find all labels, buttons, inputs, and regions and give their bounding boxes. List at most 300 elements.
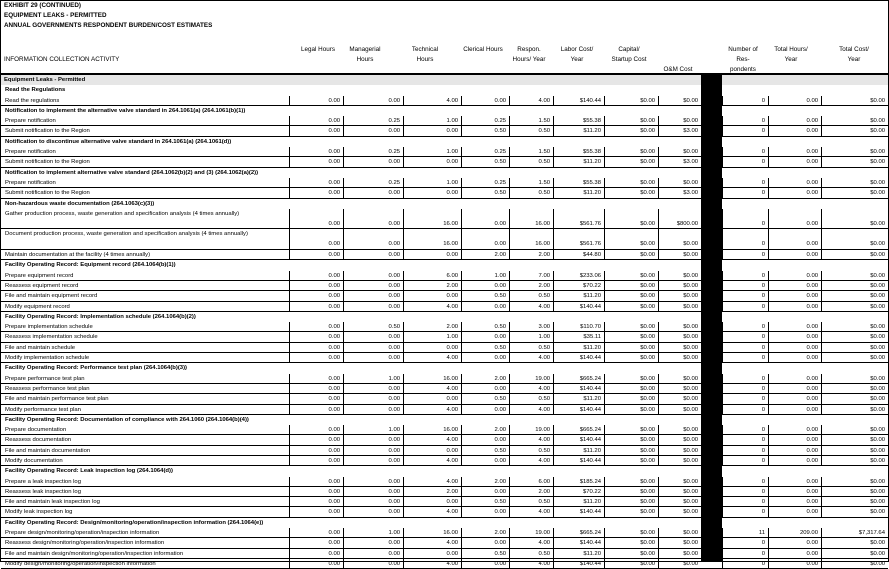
cell-total-cost: $0.00 bbox=[821, 322, 888, 331]
cell-respon: 0.50 bbox=[509, 188, 553, 197]
cell-technical: 2.00 bbox=[403, 281, 461, 290]
col-capital: Capital/ Startup Cost bbox=[611, 46, 647, 63]
cell-total-hours: 0.00 bbox=[768, 435, 821, 444]
cell-respon: 16.00 bbox=[509, 229, 553, 249]
cell-om: $0.00 bbox=[658, 477, 701, 486]
table-row bbox=[1, 343, 888, 353]
cell-total-hours: 0.00 bbox=[768, 549, 821, 558]
table-row bbox=[1, 116, 888, 126]
cell-technical: 4.00 bbox=[403, 405, 461, 414]
cell-respon: 4.00 bbox=[509, 405, 553, 414]
cell-clerical: 0.00 bbox=[461, 487, 509, 496]
cell-respon: 4.00 bbox=[509, 538, 553, 547]
cell-legal: 0.00 bbox=[289, 116, 343, 125]
row-label: Prepare equipment record bbox=[5, 272, 74, 279]
cell-om: $800.00 bbox=[658, 209, 701, 229]
cell-labor: $185.24 bbox=[553, 477, 604, 486]
table-row bbox=[1, 549, 888, 559]
exhibit-subtitle: EQUIPMENT LEAKS - PERMITTED bbox=[4, 12, 107, 19]
cell-technical: 0.00 bbox=[403, 157, 461, 166]
group-header-row bbox=[1, 260, 888, 270]
cell-total-cost: $0.00 bbox=[821, 209, 888, 229]
cell-total-cost: $0.00 bbox=[821, 538, 888, 547]
cell-om: $0.00 bbox=[658, 394, 701, 403]
cell-total-hours: 0.00 bbox=[768, 343, 821, 352]
cell-technical: 4.00 bbox=[403, 302, 461, 311]
table-row bbox=[1, 281, 888, 291]
cell-total-hours: 0.00 bbox=[768, 178, 821, 187]
cell-om: $0.00 bbox=[658, 322, 701, 331]
col-om: O&M Cost bbox=[663, 66, 693, 73]
cell-respondents: 0 bbox=[722, 281, 768, 290]
cell-respondents: 0 bbox=[722, 538, 768, 547]
cell-capital: $0.00 bbox=[604, 507, 658, 516]
cell-om: $0.00 bbox=[658, 487, 701, 496]
row-label: Prepare a leak inspection log bbox=[5, 478, 81, 485]
cell-clerical: 0.00 bbox=[461, 435, 509, 444]
cell-capital: $0.00 bbox=[604, 384, 658, 393]
cell-respon: 0.50 bbox=[509, 343, 553, 352]
row-label: Facility Operating Record: Design/monitoring/operation/inspection information (264.1064(e)) bbox=[5, 519, 264, 526]
cell-managerial: 0.00 bbox=[343, 332, 403, 341]
cell-capital: $0.00 bbox=[604, 394, 658, 403]
cell-legal: 0.00 bbox=[289, 250, 343, 259]
cell-labor: $140.44 bbox=[553, 405, 604, 414]
table-row bbox=[1, 178, 888, 188]
cell-clerical: 0.00 bbox=[461, 456, 509, 465]
cell-clerical: 1.00 bbox=[461, 271, 509, 280]
cell-technical: 0.00 bbox=[403, 291, 461, 300]
cell-clerical: 0.00 bbox=[461, 538, 509, 547]
cell-total-hours: 209.00 bbox=[768, 528, 821, 537]
row-label: Facility Operating Record: Performance test plan (264.1064(b)(3)) bbox=[5, 365, 188, 372]
cell-om: $0.00 bbox=[658, 271, 701, 280]
cell-legal: 0.00 bbox=[289, 477, 343, 486]
cell-total-cost: $0.00 bbox=[821, 343, 888, 352]
cell-respon: 19.00 bbox=[509, 425, 553, 434]
cell-om: $0.00 bbox=[658, 456, 701, 465]
cell-legal: 0.00 bbox=[289, 528, 343, 537]
cell-total-cost: $0.00 bbox=[821, 271, 888, 280]
row-label: Submit notification to the Region bbox=[5, 159, 90, 166]
cell-technical: 0.00 bbox=[403, 126, 461, 135]
cell-technical: 0.00 bbox=[403, 250, 461, 259]
cell-technical: 16.00 bbox=[403, 229, 461, 249]
cell-capital: $0.00 bbox=[604, 425, 658, 434]
cell-managerial: 0.00 bbox=[343, 157, 403, 166]
cell-legal: 0.00 bbox=[289, 332, 343, 341]
cell-total-cost: $0.00 bbox=[821, 332, 888, 341]
cell-legal: 0.00 bbox=[289, 487, 343, 496]
row-label: Modify performance test plan bbox=[5, 406, 81, 413]
cell-managerial: 0.00 bbox=[343, 456, 403, 465]
cell-technical: 4.00 bbox=[403, 435, 461, 444]
cell-respondents: 0 bbox=[722, 291, 768, 300]
cell-respondents: 0 bbox=[722, 322, 768, 331]
cell-legal: 0.00 bbox=[289, 271, 343, 280]
cell-respondents: 0 bbox=[722, 250, 768, 259]
cell-om: $0.00 bbox=[658, 507, 701, 516]
cell-total-hours: 0.00 bbox=[768, 374, 821, 383]
cell-total-hours: 0.00 bbox=[768, 188, 821, 197]
cell-capital: $0.00 bbox=[604, 96, 658, 105]
cell-managerial: 0.00 bbox=[343, 559, 403, 568]
cell-total-cost: $0.00 bbox=[821, 374, 888, 383]
table-row bbox=[1, 446, 888, 456]
cell-labor: $11.20 bbox=[553, 446, 604, 455]
cell-legal: 0.00 bbox=[289, 384, 343, 393]
cell-respon: 0.50 bbox=[509, 497, 553, 506]
cell-respon: 4.00 bbox=[509, 456, 553, 465]
cell-om: $0.00 bbox=[658, 116, 701, 125]
col-respon: Respon. Hours/ Year bbox=[512, 46, 546, 63]
row-label: Reassess implementation schedule bbox=[5, 334, 98, 341]
row-label: Reassess documentation bbox=[5, 437, 72, 444]
cell-respon: 4.00 bbox=[509, 507, 553, 516]
cell-technical: 4.00 bbox=[403, 477, 461, 486]
cell-technical: 1.00 bbox=[403, 178, 461, 187]
cell-labor: $70.22 bbox=[553, 487, 604, 496]
cell-respon: 0.50 bbox=[509, 126, 553, 135]
cell-legal: 0.00 bbox=[289, 157, 343, 166]
row-label: File and maintain leak inspection log bbox=[5, 499, 100, 506]
burden-table bbox=[1, 75, 888, 569]
cell-om: $0.00 bbox=[658, 291, 701, 300]
cell-technical: 0.00 bbox=[403, 549, 461, 558]
cell-labor: $140.44 bbox=[553, 353, 604, 362]
cell-legal: 0.00 bbox=[289, 435, 343, 444]
cell-labor: $55.38 bbox=[553, 116, 604, 125]
cell-labor: $140.44 bbox=[553, 302, 604, 311]
cell-respon: 4.00 bbox=[509, 96, 553, 105]
cell-managerial: 0.00 bbox=[343, 446, 403, 455]
cell-respondents: 0 bbox=[722, 343, 768, 352]
cell-capital: $0.00 bbox=[604, 559, 658, 568]
cell-legal: 0.00 bbox=[289, 302, 343, 311]
cell-clerical: 2.00 bbox=[461, 425, 509, 434]
cell-clerical: 0.00 bbox=[461, 229, 509, 249]
cell-managerial: 0.50 bbox=[343, 322, 403, 331]
row-label: Prepare notification bbox=[5, 179, 56, 186]
col-managerial: Managerial Hours bbox=[349, 46, 381, 63]
cell-total-cost: $0.00 bbox=[821, 291, 888, 300]
cell-managerial: 0.00 bbox=[343, 487, 403, 496]
group-header-row bbox=[1, 466, 888, 476]
cell-managerial: 0.00 bbox=[343, 188, 403, 197]
cell-legal: 0.00 bbox=[289, 188, 343, 197]
cell-legal: 0.00 bbox=[289, 147, 343, 156]
cell-managerial: 0.00 bbox=[343, 384, 403, 393]
cell-legal: 0.00 bbox=[289, 281, 343, 290]
cell-managerial: 0.00 bbox=[343, 281, 403, 290]
cell-respon: 2.00 bbox=[509, 487, 553, 496]
cell-clerical: 0.00 bbox=[461, 302, 509, 311]
cell-labor: $140.44 bbox=[553, 384, 604, 393]
cell-clerical: 0.50 bbox=[461, 322, 509, 331]
group-header-row bbox=[1, 168, 888, 178]
cell-respon: 4.00 bbox=[509, 559, 553, 568]
table-row bbox=[1, 271, 888, 281]
row-label: File and maintain documentation bbox=[5, 447, 91, 454]
cell-total-cost: $0.00 bbox=[821, 497, 888, 506]
cell-legal: 0.00 bbox=[289, 405, 343, 414]
row-label: Reassess performance test plan bbox=[5, 385, 90, 392]
cell-om: $0.00 bbox=[658, 497, 701, 506]
cell-total-hours: 0.00 bbox=[768, 229, 821, 249]
row-label: Facility Operating Record: Documentation of compliance with 264.1060 (264.1064(b)(4)) bbox=[5, 416, 249, 423]
cell-respon: 4.00 bbox=[509, 435, 553, 444]
cell-respondents: 0 bbox=[722, 116, 768, 125]
cell-respondents: 0 bbox=[722, 353, 768, 362]
cell-respondents: 0 bbox=[722, 374, 768, 383]
cell-legal: 0.00 bbox=[289, 394, 343, 403]
cell-capital: $0.00 bbox=[604, 343, 658, 352]
cell-technical: 4.00 bbox=[403, 456, 461, 465]
cell-capital: $0.00 bbox=[604, 178, 658, 187]
separator-bar bbox=[701, 75, 722, 561]
cell-clerical: 0.00 bbox=[461, 405, 509, 414]
cell-labor: $35.11 bbox=[553, 332, 604, 341]
cell-labor: $561.76 bbox=[553, 209, 604, 229]
cell-capital: $0.00 bbox=[604, 302, 658, 311]
table-row bbox=[1, 291, 888, 301]
cell-managerial: 0.25 bbox=[343, 178, 403, 187]
cell-technical: 4.00 bbox=[403, 384, 461, 393]
cell-legal: 0.00 bbox=[289, 374, 343, 383]
cell-clerical: 0.00 bbox=[461, 507, 509, 516]
cell-labor: $110.70 bbox=[553, 322, 604, 331]
cell-respon: 19.00 bbox=[509, 374, 553, 383]
row-label: Facility Operating Record: Equipment record (264.1064(b)(1)) bbox=[5, 262, 176, 269]
cell-labor: $11.20 bbox=[553, 394, 604, 403]
cell-technical: 16.00 bbox=[403, 425, 461, 434]
cell-labor: $11.20 bbox=[553, 497, 604, 506]
cell-labor: $140.44 bbox=[553, 456, 604, 465]
cell-capital: $0.00 bbox=[604, 353, 658, 362]
cell-legal: 0.00 bbox=[289, 209, 343, 229]
cell-total-hours: 0.00 bbox=[768, 157, 821, 166]
cell-labor: $140.44 bbox=[553, 559, 604, 568]
table-row bbox=[1, 559, 888, 569]
cell-respon: 2.00 bbox=[509, 281, 553, 290]
cell-respondents: 0 bbox=[722, 549, 768, 558]
group-header-row bbox=[1, 199, 888, 209]
cell-total-cost: $0.00 bbox=[821, 384, 888, 393]
row-label: Reassess equipment record bbox=[5, 282, 79, 289]
table-row bbox=[1, 126, 888, 136]
exhibit-heading: ANNUAL GOVERNMENTS RESPONDENT BURDEN/COST ESTIMATES bbox=[4, 22, 213, 29]
col-clerical: Clerical Hours bbox=[463, 46, 503, 53]
cell-technical: 0.00 bbox=[403, 497, 461, 506]
cell-managerial: 0.00 bbox=[343, 497, 403, 506]
table-row bbox=[1, 96, 888, 106]
cell-total-cost: $0.00 bbox=[821, 425, 888, 434]
row-label: Document production process, waste generation and specification analysis (4 times annually) bbox=[5, 231, 248, 238]
cell-respon: 6.00 bbox=[509, 477, 553, 486]
cell-clerical: 0.00 bbox=[461, 332, 509, 341]
cell-respondents: 0 bbox=[722, 425, 768, 434]
cell-capital: $0.00 bbox=[604, 250, 658, 259]
cell-clerical: 0.25 bbox=[461, 116, 509, 125]
table-row bbox=[1, 435, 888, 445]
cell-legal: 0.00 bbox=[289, 322, 343, 331]
cell-total-cost: $0.00 bbox=[821, 446, 888, 455]
cell-respondents: 0 bbox=[722, 384, 768, 393]
cell-respon: 0.50 bbox=[509, 446, 553, 455]
row-label: Prepare performance test plan bbox=[5, 375, 85, 382]
cell-total-hours: 0.00 bbox=[768, 394, 821, 403]
cell-technical: 0.00 bbox=[403, 188, 461, 197]
cell-om: $0.00 bbox=[658, 549, 701, 558]
group-header-row bbox=[1, 518, 888, 528]
cell-legal: 0.00 bbox=[289, 343, 343, 352]
cell-respondents: 0 bbox=[722, 157, 768, 166]
cell-total-hours: 0.00 bbox=[768, 302, 821, 311]
row-label: Modify design/monitoring/operation/inspection information bbox=[5, 560, 156, 567]
row-label: Modify documentation bbox=[5, 457, 63, 464]
cell-clerical: 0.50 bbox=[461, 394, 509, 403]
cell-om: $0.00 bbox=[658, 343, 701, 352]
cell-managerial: 0.00 bbox=[343, 477, 403, 486]
row-label: File and maintain design/monitoring/operation/inspection information bbox=[5, 550, 184, 557]
cell-capital: $0.00 bbox=[604, 497, 658, 506]
row-label: Maintain documentation at the facility (4 times annually) bbox=[5, 252, 151, 259]
cell-clerical: 2.00 bbox=[461, 528, 509, 537]
cell-om: $0.00 bbox=[658, 302, 701, 311]
cell-technical: 2.00 bbox=[403, 487, 461, 496]
cell-technical: 4.00 bbox=[403, 96, 461, 105]
cell-legal: 0.00 bbox=[289, 549, 343, 558]
cell-clerical: 0.50 bbox=[461, 291, 509, 300]
cell-clerical: 0.50 bbox=[461, 446, 509, 455]
cell-capital: $0.00 bbox=[604, 271, 658, 280]
cell-om: $0.00 bbox=[658, 332, 701, 341]
cell-respon: 4.00 bbox=[509, 302, 553, 311]
cell-clerical: 0.25 bbox=[461, 178, 509, 187]
cell-labor: $70.22 bbox=[553, 281, 604, 290]
cell-legal: 0.00 bbox=[289, 178, 343, 187]
cell-respon: 1.50 bbox=[509, 147, 553, 156]
cell-respondents: 0 bbox=[722, 188, 768, 197]
cell-clerical: 0.00 bbox=[461, 209, 509, 229]
cell-managerial: 0.00 bbox=[343, 343, 403, 352]
cell-legal: 0.00 bbox=[289, 456, 343, 465]
cell-total-cost: $0.00 bbox=[821, 126, 888, 135]
cell-total-cost: $0.00 bbox=[821, 559, 888, 568]
cell-total-hours: 0.00 bbox=[768, 322, 821, 331]
cell-respon: 0.50 bbox=[509, 291, 553, 300]
cell-total-cost: $0.00 bbox=[821, 353, 888, 362]
cell-respon: 4.00 bbox=[509, 384, 553, 393]
cell-managerial: 0.00 bbox=[343, 435, 403, 444]
cell-om: $0.00 bbox=[658, 353, 701, 362]
row-label: Prepare documentation bbox=[5, 427, 67, 434]
cell-legal: 0.00 bbox=[289, 507, 343, 516]
cell-legal: 0.00 bbox=[289, 126, 343, 135]
cell-labor: $11.20 bbox=[553, 291, 604, 300]
cell-managerial: 0.25 bbox=[343, 116, 403, 125]
table-row bbox=[1, 507, 888, 517]
cell-technical: 0.00 bbox=[403, 343, 461, 352]
cell-legal: 0.00 bbox=[289, 353, 343, 362]
cell-respondents: 0 bbox=[722, 559, 768, 568]
cell-managerial: 1.00 bbox=[343, 528, 403, 537]
row-label: Facility Operating Record: Leak inspection log (264.1064(d)) bbox=[5, 468, 173, 475]
cell-om: $3.00 bbox=[658, 126, 701, 135]
cell-total-cost: $0.00 bbox=[821, 435, 888, 444]
cell-total-hours: 0.00 bbox=[768, 126, 821, 135]
table-row bbox=[1, 528, 888, 538]
cell-managerial: 0.00 bbox=[343, 549, 403, 558]
cell-capital: $0.00 bbox=[604, 126, 658, 135]
cell-capital: $0.00 bbox=[604, 147, 658, 156]
cell-om: $0.00 bbox=[658, 538, 701, 547]
cell-respondents: 0 bbox=[722, 394, 768, 403]
col-technical: Technical Hours bbox=[411, 46, 439, 63]
row-label: Submit notification to the Region bbox=[5, 190, 90, 197]
cell-total-hours: 0.00 bbox=[768, 250, 821, 259]
row-label: Prepare notification bbox=[5, 118, 56, 125]
cell-technical: 6.00 bbox=[403, 271, 461, 280]
cell-technical: 1.00 bbox=[403, 147, 461, 156]
cell-om: $3.00 bbox=[658, 157, 701, 166]
section-row bbox=[1, 75, 888, 85]
cell-total-hours: 0.00 bbox=[768, 456, 821, 465]
row-label: Read the regulations bbox=[5, 97, 60, 104]
cell-capital: $0.00 bbox=[604, 477, 658, 486]
cell-labor: $140.44 bbox=[553, 507, 604, 516]
cell-labor: $11.20 bbox=[553, 157, 604, 166]
table-row bbox=[1, 425, 888, 435]
cell-technical: 4.00 bbox=[403, 353, 461, 362]
group-header-row bbox=[1, 363, 888, 373]
cell-respondents: 0 bbox=[722, 302, 768, 311]
row-label: Notification to discontinue alternative valve standard in 264.1061(a) (264.1061(d)) bbox=[5, 138, 232, 145]
cell-clerical: 2.00 bbox=[461, 477, 509, 486]
row-label: Modify equipment record bbox=[5, 303, 70, 310]
cell-labor: $11.20 bbox=[553, 343, 604, 352]
cell-respondents: 0 bbox=[722, 178, 768, 187]
cell-respon: 1.50 bbox=[509, 178, 553, 187]
cell-total-hours: 0.00 bbox=[768, 116, 821, 125]
cell-clerical: 0.50 bbox=[461, 549, 509, 558]
cell-om: $0.00 bbox=[658, 374, 701, 383]
table-row bbox=[1, 477, 888, 487]
col-labor: Labor Cost/ Year bbox=[560, 46, 594, 63]
cell-total-cost: $0.00 bbox=[821, 302, 888, 311]
row-label: Modify implementation schedule bbox=[5, 355, 90, 362]
cell-total-cost: $0.00 bbox=[821, 281, 888, 290]
cell-managerial: 0.00 bbox=[343, 302, 403, 311]
cell-om: $0.00 bbox=[658, 281, 701, 290]
table-row bbox=[1, 353, 888, 363]
cell-technical: 16.00 bbox=[403, 374, 461, 383]
cell-total-hours: 0.00 bbox=[768, 507, 821, 516]
cell-managerial: 0.00 bbox=[343, 291, 403, 300]
cell-capital: $0.00 bbox=[604, 188, 658, 197]
cell-total-hours: 0.00 bbox=[768, 425, 821, 434]
cell-capital: $0.00 bbox=[604, 116, 658, 125]
cell-total-cost: $0.00 bbox=[821, 188, 888, 197]
cell-total-hours: 0.00 bbox=[768, 538, 821, 547]
cell-managerial: 0.00 bbox=[343, 271, 403, 280]
row-label: Modify leak inspection log bbox=[5, 509, 73, 516]
cell-capital: $0.00 bbox=[604, 528, 658, 537]
cell-om: $0.00 bbox=[658, 435, 701, 444]
cell-clerical: 2.00 bbox=[461, 250, 509, 259]
cell-capital: $0.00 bbox=[604, 209, 658, 229]
cell-clerical: 0.50 bbox=[461, 343, 509, 352]
